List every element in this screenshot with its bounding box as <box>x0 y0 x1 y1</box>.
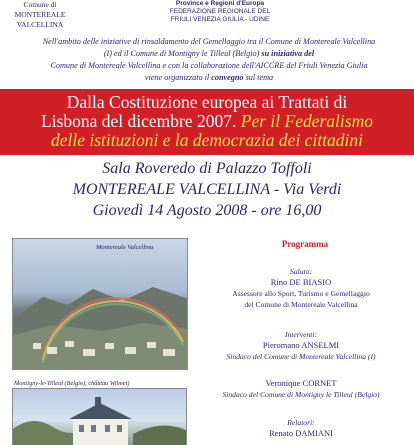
event-date-time: Giovedì 14 Agosto 2008 - ore 16,00 <box>92 202 322 219</box>
header-left-line-2: MONTEREALE <box>14 10 66 19</box>
header-municipality <box>10 0 70 30</box>
intro-line-4: viene organizzato il convegno sul tema <box>144 73 274 82</box>
photo-montigny-caption: Montigny-le-Tilleul (Belgio), château Wilmet) <box>14 380 130 387</box>
banner-title-line-3: delle istituzioni e la democrazia dei cittadini <box>50 130 364 150</box>
program-title: Programma <box>281 239 329 249</box>
header-left-line-3: VALCELLINA <box>16 20 64 29</box>
intro-paragraph <box>14 36 404 84</box>
intervento-1-name: Pieromano ANSELMI <box>262 340 340 350</box>
saluto-role-line-2: del Comune di Montereale Valcellina <box>244 300 358 309</box>
program-relatori <box>188 417 414 439</box>
banner-title-line-2: Lisbona del dicembre 2007. Per il Federalismo <box>41 111 373 131</box>
banner-title-line-1: Dalla Costituzione europea ai Trattati di <box>66 92 348 112</box>
intro-line-3: Comune di Montereale Valcellina e con la collaborazione dell'AICCRE del Friuli Venezia Giulia <box>50 61 368 70</box>
saluto-label: Saluto: <box>290 267 312 276</box>
photo-montereale-drawing <box>13 239 188 370</box>
venue-hall: Sala Roveredo di Palazzo Toffoli <box>102 160 312 177</box>
relatore-1-name: Renato DAMIANI <box>269 428 333 438</box>
intervento-2-name: Veronique CORNET <box>265 378 337 388</box>
venue-address: MONTEREALE VALCELLINA - Via Verdi <box>72 181 342 198</box>
photo-montereale-caption: Montereale Valcellina <box>96 244 154 251</box>
header-right-line-3: FRIULI VENEZIA GIULIA - UDINE <box>170 16 270 23</box>
header-right-line-2: FEDERAZIONE REGIONALE DEL <box>169 8 271 15</box>
header-right-line-1: Province e Regioni d'Europa <box>175 0 265 7</box>
saluto-name: Rino DE BIASIO <box>270 277 332 287</box>
program-interventi <box>188 329 414 362</box>
photo-montigny-drawing <box>13 389 187 445</box>
title-banner <box>0 89 414 155</box>
relatori-label: Relatori: <box>287 418 315 427</box>
intro-line-2: (I) ed il Comune di Montigny le Tilleul (Belgio) su iniziativa del <box>103 49 315 58</box>
interventi-label: Interventi: <box>284 330 318 339</box>
intervento-2-role: Sindaco del Comune di Montigny le Tilleul (Belgio) <box>222 390 380 399</box>
photo-montigny <box>12 388 187 445</box>
intro-line-1: Nell'ambito delle iniziative di rinsaldamento del Gemellaggio tra il Comune di Montereale Valcellina <box>42 37 376 46</box>
header-aiccre <box>160 0 280 24</box>
program-intervento-2 <box>188 378 414 400</box>
saluto-role-line-1: Assessore allo Sport, Turismo e Gemellaggio <box>232 289 370 298</box>
header-left-line-1: Comune di <box>23 0 57 9</box>
photo-montereale <box>12 238 188 370</box>
program-saluto <box>188 266 414 310</box>
intervento-1-role: Sindaco del Comune di Montereale Valcellina (I) <box>226 352 376 361</box>
